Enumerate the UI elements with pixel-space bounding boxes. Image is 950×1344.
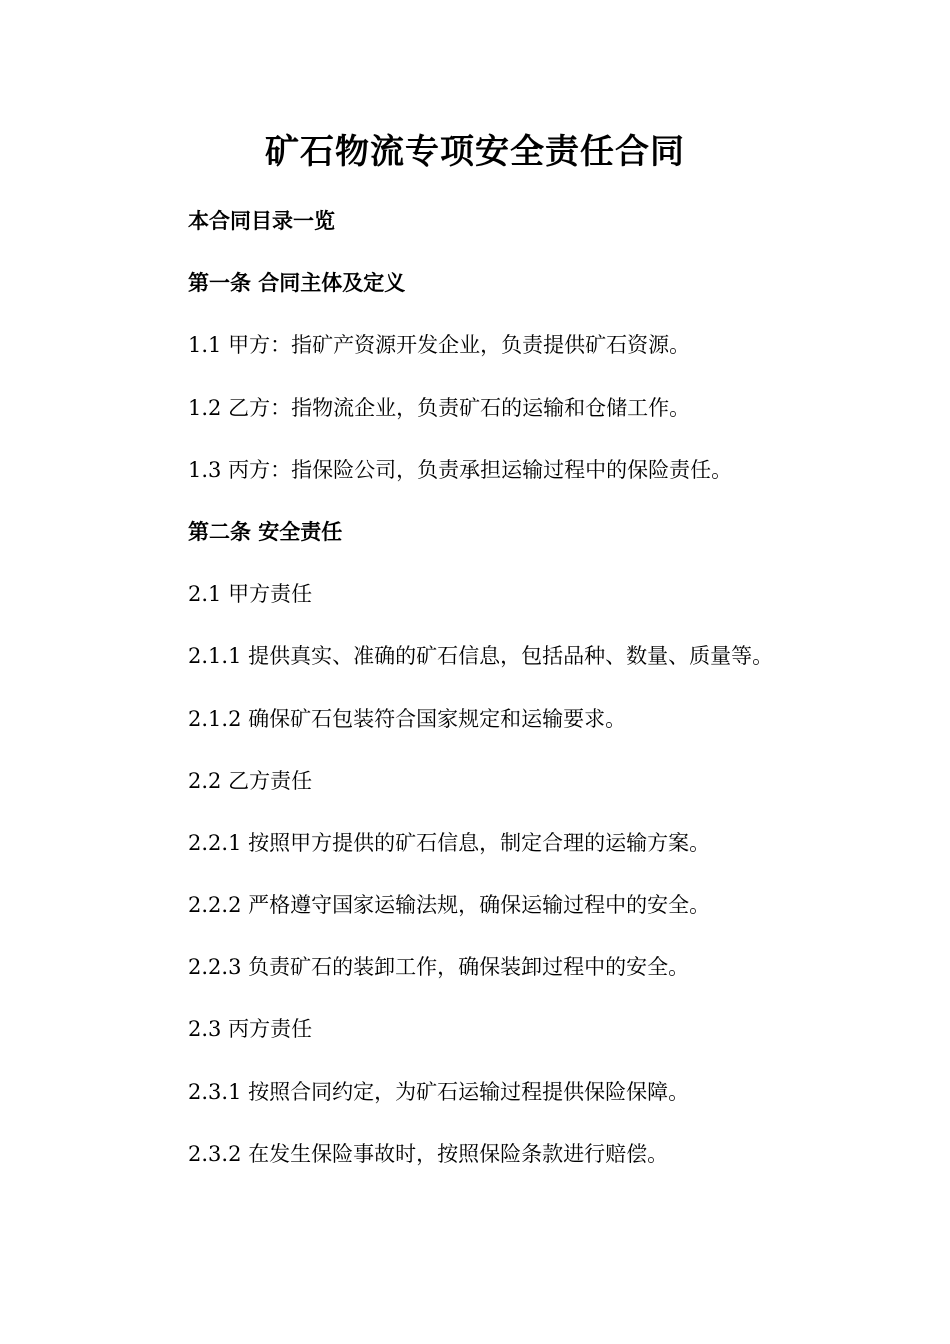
clause-text: 2.1.1 提供真实、准确的矿石信息，包括品种、数量、质量等。 [188, 644, 774, 669]
clause-text: 2.2.1 按照甲方提供的矿石信息，制定合理的运输方案。 [188, 830, 711, 855]
section-heading: 第二条 安全责任 [188, 518, 343, 544]
clause-text: 2.1 甲方责任 [188, 582, 313, 607]
section-heading: 第一条 合同主体及定义 [188, 270, 406, 296]
clause-text: 2.3.1 按照合同约定，为矿石运输过程提供保险保障。 [188, 1079, 690, 1104]
clause-text: 2.2 乙方责任 [188, 768, 313, 793]
clause-text: 2.2.3 负责矿石的装卸工作，确保装卸过程中的安全。 [188, 955, 690, 980]
document-body [188, 203, 888, 1198]
document-title: 矿石物流专项安全责任合同 [265, 132, 685, 172]
section-heading: 本合同目录一览 [188, 208, 335, 233]
clause-text: 1.3 丙方：指保险公司，负责承担运输过程中的保险责任。 [188, 457, 733, 482]
clause-text: 1.1 甲方：指矿产资源开发企业，负责提供矿石资源。 [188, 333, 691, 358]
clause-text: 1.2 乙方：指物流企业，负责矿石的运输和仓储工作。 [188, 395, 691, 420]
clause-text: 2.2.2 严格遵守国家运输法规，确保运输过程中的安全。 [188, 893, 711, 918]
clause-text: 2.3.2 在发生保险事故时，按照保险条款进行赔偿。 [188, 1141, 669, 1166]
clause-text: 2.3 丙方责任 [188, 1017, 313, 1042]
clause-text: 2.1.2 确保矿石包装符合国家规定和运输要求。 [188, 706, 627, 731]
